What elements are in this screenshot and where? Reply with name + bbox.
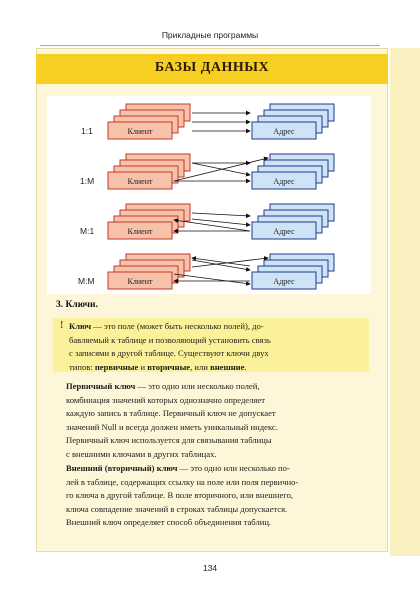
relation-arrow <box>192 213 250 216</box>
relation-label-1-m: 1:M <box>80 176 95 186</box>
term-foreign-key: Внешний (вторичный) ключ <box>66 463 178 473</box>
relation-label-m-m: M:M <box>78 276 95 286</box>
primary-key-paragraph: Первичный ключ — это одно или несколько полей, комбинация значений которых однозначно определяет каждую запись в таблице. Первичный ключ не допускает значений Null и всегда должен иметь уникальный индекс. Первичный ключ используется для связывания таблицы с внешними ключами в других таблицах. <box>66 381 278 459</box>
client-label: Клиент <box>127 227 153 236</box>
section-heading: 3. Ключи. <box>56 300 98 310</box>
term-primary-key: Первичный ключ <box>66 381 136 391</box>
relation-label-m-1: M:1 <box>80 226 95 236</box>
foreign-key-paragraph: Внешний (вторичный) ключ — это одно или несколько по- лей в таблице, содержащих ссылку на поле или поля первично- го ключа в другой таблице. В поле вторичного, или внешнего, ключа совпадение значений в строках таблицы допускается. Внешний ключ определяет способ объединения таблиц. <box>66 463 299 527</box>
client-label: Клиент <box>127 177 153 186</box>
address-label: Адрес <box>273 227 295 236</box>
client-label: Клиент <box>127 277 153 286</box>
relation-label-1-1: 1:1 <box>81 126 93 136</box>
page-title: БАЗЫ ДАННЫХ <box>154 60 270 75</box>
definition-text: Ключ — это поле (может быть несколько полей), до- бавляемый к таблице и позволяющий установить связь с записями в другой таблице. Существуют ключи двух типов: первичные и вторичные, или внешние. <box>69 321 271 372</box>
term-key: Ключ <box>69 321 92 331</box>
address-label: Адрес <box>273 177 295 186</box>
address-label: Адрес <box>273 277 295 286</box>
exclamation-icon: ! <box>60 320 64 331</box>
relation-arrow <box>174 220 250 231</box>
relation-arrow <box>174 274 250 284</box>
running-header: Прикладные программы <box>161 30 259 40</box>
page-number: 134 <box>202 563 218 573</box>
address-label: Адрес <box>273 127 295 136</box>
client-label: Клиент <box>127 127 153 136</box>
